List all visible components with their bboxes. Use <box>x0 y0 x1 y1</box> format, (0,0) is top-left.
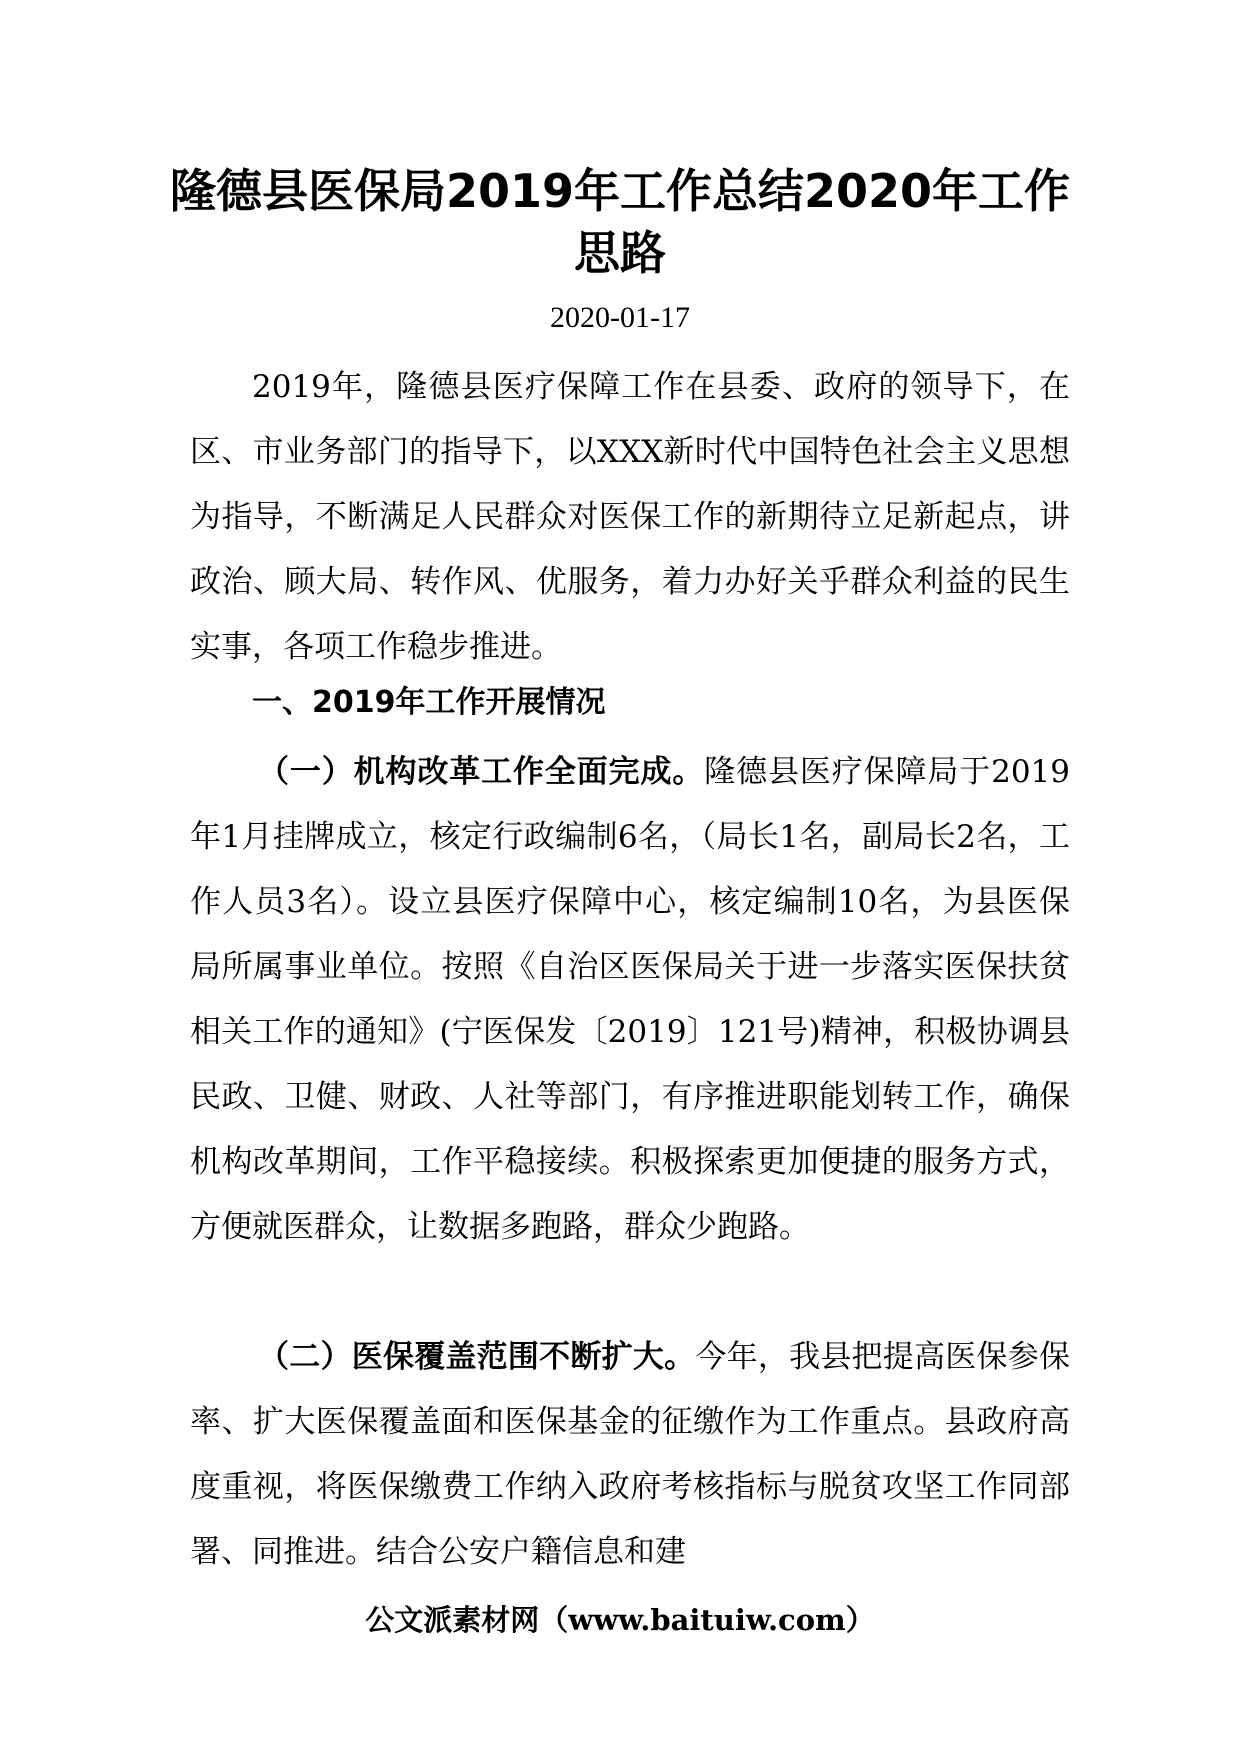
document-date: 2020-01-17 <box>550 301 690 334</box>
item-2-text: 今年，我县把提高医保参保率、扩大医保覆盖面和医保基金的征缴作为工作重点。县政府高度重视，将医保缴费工作纳入政府考核指标与脱贫攻坚工作同部署、同推进。结合公安户籍信息和建 <box>190 1339 1070 1570</box>
paragraph-item-2 <box>190 1325 1070 1585</box>
intro-paragraph: 2019年，隆德县医疗保障工作在县委、政府的领导下，在区、市业务部门的指导下，以XXX新时代中国特色社会主义思想为指导，不断满足人民群众对医保工作的新期待立足新起点，讲政治、顾大局、转作风、优服务，着力办好关乎群众利益的民生实事，各项工作稳步推进。 <box>190 369 1070 665</box>
footer-watermark: 公文派素材网（www.baituiw.com） <box>365 1603 875 1637</box>
item-2-lead: （二）医保覆盖范围不断扩大。 <box>258 1339 696 1375</box>
title-line-1: 隆德县医保局2019年工作总结2020年工作 <box>169 164 1071 218</box>
paragraph-item-1 <box>190 740 1070 1260</box>
item-1-lead: （一）机构改革工作全面完成。 <box>258 754 705 790</box>
title-line-2: 思路 <box>574 226 666 280</box>
section-heading: 一、2019年工作开展情况 <box>252 685 606 720</box>
item-1-text: 隆德县医疗保障局于2019年1月挂牌成立，核定行政编制6名，（局长1名，副局长2名，工作人员3名）。设立县医疗保障中心，核定编制10名，为县医保局所属事业单位。按照《自治区医保局关于进一步落实医保扶贫相关工作的通知》(宁医保发〔2019〕121号)精神，积极协调县民政、卫健、财政、人社等部门，有序推进职能划转工作，确保机构改革期间，工作平稳接续。积极探索更加便捷的服务方式，方便就医群众，让数据多跑路，群众少跑路。 <box>190 754 1070 1245</box>
document-title <box>150 160 1090 284</box>
